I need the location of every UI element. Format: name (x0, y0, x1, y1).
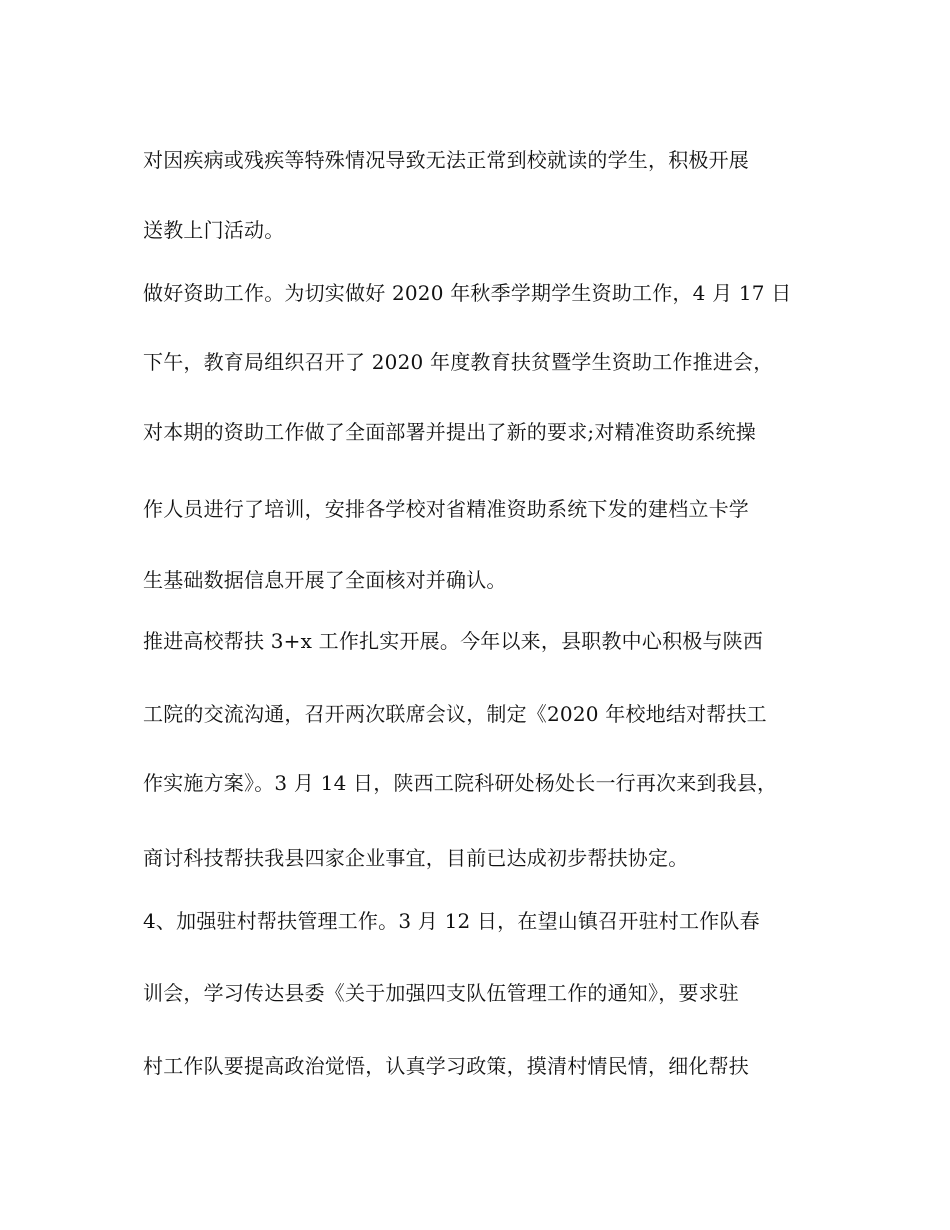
text-line: 生基础数据信息开展了全面核对并确认。 (143, 568, 507, 592)
text-line: 4、加强驻村帮扶管理工作。3 月 12 日，在望山镇召开驻村工作队春 (143, 909, 760, 933)
text-line: 商讨科技帮扶我县四家企业事宜，目前已达成初步帮扶协定。 (143, 846, 689, 870)
text-line: 村工作队要提高政治觉悟，认真学习政策，摸清村情民情，细化帮扶 (143, 1054, 749, 1078)
text-line: 送教上门活动。 (143, 218, 285, 242)
text-line: 对因疾病或残疾等特殊情况导致无法正常到校就读的学生，积极开展 (143, 148, 749, 172)
text-line: 推进高校帮扶 3+x 工作扎实开展。今年以来，县职教中心积极与陕西 (143, 629, 764, 653)
text-line: 下午，教育局组织召开了 2020 年度教育扶贫暨学生资助工作推进会， (143, 350, 774, 374)
text-line: 对本期的资助工作做了全面部署并提出了新的要求;对精准资助系统操 (143, 420, 756, 444)
text-line: 工院的交流沟通，召开两次联席会议，制定《2020 年校地结对帮扶工 (143, 702, 767, 726)
text-line: 训会，学习传达县委《关于加强四支队伍管理工作的通知》，要求驻 (143, 981, 739, 1005)
text-line: 作人员进行了培训，安排各学校对省精准资助系统下发的建档立卡学 (143, 497, 749, 521)
text-line: 作实施方案》。3 月 14 日，陕西工院科研处杨处长一行再次来到我县， (143, 771, 778, 795)
text-line: 做好资助工作。为切实做好 2020 年秋季学期学生资助工作，4 月 17 日 (143, 281, 792, 305)
